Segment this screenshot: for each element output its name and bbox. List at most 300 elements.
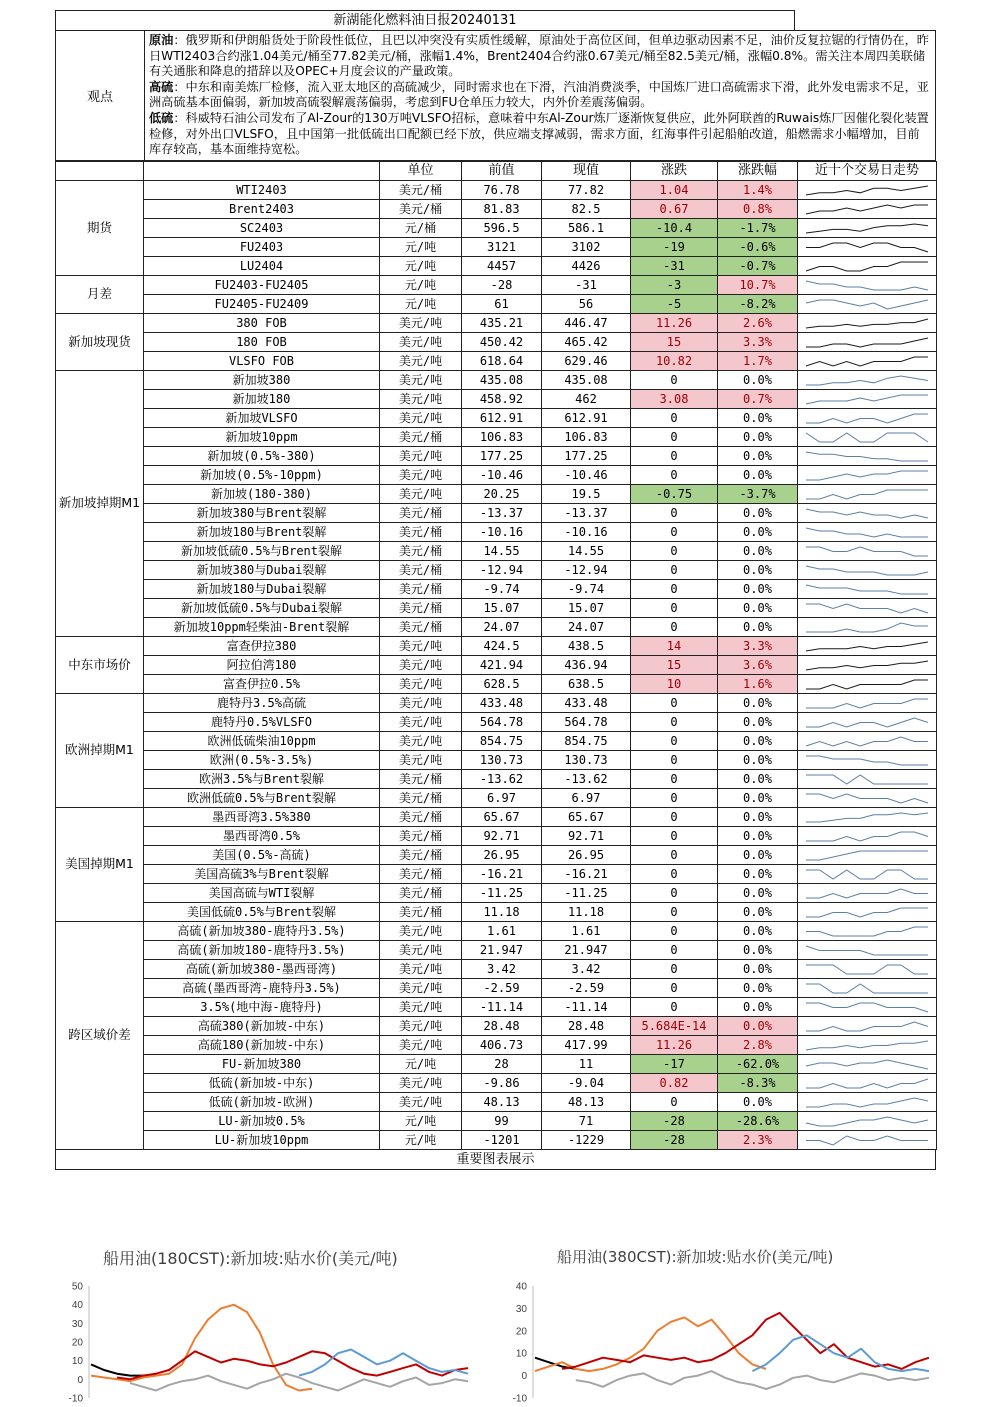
row-name: 380 FOB bbox=[144, 313, 380, 332]
sparkline bbox=[798, 219, 937, 237]
report-sheet bbox=[55, 10, 936, 1170]
row-pct: -28.6% bbox=[718, 1111, 798, 1130]
row-unit: 美元/吨 bbox=[380, 940, 462, 959]
row-unit: 美元/吨 bbox=[380, 446, 462, 465]
row-name: LU-新加坡0.5% bbox=[144, 1111, 380, 1130]
row-unit: 美元/桶 bbox=[380, 902, 462, 921]
row-name: 欧洲低硫0.5%与Brent裂解 bbox=[144, 788, 380, 807]
row-unit: 美元/吨 bbox=[380, 389, 462, 408]
row-unit: 美元/桶 bbox=[380, 617, 462, 636]
sparkline-path bbox=[806, 224, 928, 233]
row-trend bbox=[798, 921, 937, 940]
row-prev: -9.74 bbox=[462, 579, 542, 598]
row-cur: 11.18 bbox=[542, 902, 631, 921]
row-trend bbox=[798, 1092, 937, 1111]
row-unit: 美元/桶 bbox=[380, 864, 462, 883]
row-chg: -3 bbox=[631, 275, 718, 294]
sparkline-path bbox=[806, 566, 928, 575]
sparkline bbox=[798, 409, 937, 427]
sparkline-path bbox=[806, 490, 928, 499]
table-row bbox=[56, 674, 937, 693]
row-trend bbox=[798, 332, 937, 351]
sparkline-path bbox=[806, 1136, 928, 1145]
row-name: 欧洲低硫柴油10ppm bbox=[144, 731, 380, 750]
row-chg: 0 bbox=[631, 370, 718, 389]
row-name: 美国高硫3%与Brent裂解 bbox=[144, 864, 380, 883]
series-line bbox=[130, 1374, 468, 1391]
table-row bbox=[56, 237, 937, 256]
row-name: 新加坡10ppm轻柴油-Brent裂解 bbox=[144, 617, 380, 636]
row-cur: 1.61 bbox=[542, 921, 631, 940]
table-row bbox=[56, 712, 937, 731]
table-row bbox=[56, 522, 937, 541]
row-cur: -9.04 bbox=[542, 1073, 631, 1092]
sparkline-path bbox=[806, 414, 928, 423]
sparkline-path bbox=[806, 281, 928, 290]
row-cur: -2.59 bbox=[542, 978, 631, 997]
category-label: 新加坡现货 bbox=[56, 313, 144, 370]
row-pct: 0.0% bbox=[718, 370, 798, 389]
row-cur: 417.99 bbox=[542, 1035, 631, 1054]
row-chg: 0 bbox=[631, 579, 718, 598]
row-trend bbox=[798, 465, 937, 484]
y-tick-label: 0 bbox=[521, 1371, 527, 1383]
row-prev: 61 bbox=[462, 294, 542, 313]
row-unit: 美元/桶 bbox=[380, 807, 462, 826]
row-name: 新加坡(180-380) bbox=[144, 484, 380, 503]
charts-heading: 重要图表展示 bbox=[55, 1150, 936, 1170]
row-prev: 21.947 bbox=[462, 940, 542, 959]
table-row bbox=[56, 826, 937, 845]
row-trend bbox=[798, 427, 937, 446]
row-name: 高硫(新加坡380-墨西哥湾) bbox=[144, 959, 380, 978]
row-pct: 0.0% bbox=[718, 978, 798, 997]
sparkline bbox=[798, 865, 937, 883]
row-unit: 美元/桶 bbox=[380, 826, 462, 845]
charts-area bbox=[55, 1238, 936, 1403]
table-row bbox=[56, 940, 937, 959]
sparkline bbox=[798, 295, 937, 313]
row-name: 美国低硫0.5%与Brent裂解 bbox=[144, 902, 380, 921]
row-chg: 0 bbox=[631, 997, 718, 1016]
y-tick-label: -10 bbox=[68, 1393, 83, 1403]
row-trend bbox=[798, 1073, 937, 1092]
row-pct: 0.8% bbox=[718, 199, 798, 218]
row-prev: 4457 bbox=[462, 256, 542, 275]
view-paragraph-crude bbox=[149, 33, 931, 80]
row-prev: 854.75 bbox=[462, 731, 542, 750]
sparkline-path bbox=[806, 1003, 928, 1012]
row-unit: 元/吨 bbox=[380, 237, 462, 256]
row-unit: 元/吨 bbox=[380, 256, 462, 275]
sparkline bbox=[798, 884, 937, 902]
row-prev: 1.61 bbox=[462, 921, 542, 940]
row-prev: -10.16 bbox=[462, 522, 542, 541]
row-pct: -62.0% bbox=[718, 1054, 798, 1073]
sparkline-path bbox=[806, 832, 928, 841]
row-chg: 0 bbox=[631, 959, 718, 978]
row-chg: -0.75 bbox=[631, 484, 718, 503]
row-pct: 0.0% bbox=[718, 560, 798, 579]
row-name: 新加坡380与Brent裂解 bbox=[144, 503, 380, 522]
row-prev: 20.25 bbox=[462, 484, 542, 503]
sparkline-path bbox=[806, 870, 928, 879]
row-pct: 0.0% bbox=[718, 750, 798, 769]
row-pct: 10.7% bbox=[718, 275, 798, 294]
sparkline bbox=[798, 1093, 937, 1111]
report-title: 新湖能化燃料油日报20240131 bbox=[55, 10, 795, 30]
sparkline bbox=[798, 1017, 937, 1035]
sparkline bbox=[798, 770, 937, 788]
header-blank bbox=[56, 161, 144, 180]
row-cur: -13.62 bbox=[542, 769, 631, 788]
row-trend bbox=[798, 522, 937, 541]
row-cur: 28.48 bbox=[542, 1016, 631, 1035]
category-label: 美国掉期M1 bbox=[56, 807, 144, 921]
sparkline bbox=[798, 599, 937, 617]
row-pct: 0.0% bbox=[718, 826, 798, 845]
sparkline-path bbox=[806, 813, 928, 822]
table-row bbox=[56, 1073, 937, 1092]
row-name: 低硫(新加坡-欧洲) bbox=[144, 1092, 380, 1111]
row-unit: 美元/吨 bbox=[380, 1016, 462, 1035]
row-trend bbox=[798, 180, 937, 199]
row-pct: 0.0% bbox=[718, 769, 798, 788]
row-name: 新加坡180与Dubai裂解 bbox=[144, 579, 380, 598]
row-trend bbox=[798, 674, 937, 693]
row-unit: 美元/桶 bbox=[380, 522, 462, 541]
chart-title: 船用油(380CST):新加坡:贴水价(美元/吨) bbox=[557, 1248, 834, 1266]
table-row bbox=[56, 997, 937, 1016]
row-prev: 421.94 bbox=[462, 655, 542, 674]
row-pct: 0.0% bbox=[718, 712, 798, 731]
row-unit: 美元/吨 bbox=[380, 1092, 462, 1111]
row-prev: -28 bbox=[462, 275, 542, 294]
row-chg: 0 bbox=[631, 826, 718, 845]
row-cur: 19.5 bbox=[542, 484, 631, 503]
table-row bbox=[56, 484, 937, 503]
row-pct: 0.0% bbox=[718, 579, 798, 598]
row-trend bbox=[798, 1130, 937, 1149]
row-prev: 81.83 bbox=[462, 199, 542, 218]
row-trend bbox=[798, 978, 937, 997]
table-header-row bbox=[56, 161, 937, 180]
row-name: 欧洲3.5%与Brent裂解 bbox=[144, 769, 380, 788]
chart-380cst bbox=[505, 1238, 936, 1403]
row-chg: 3.08 bbox=[631, 389, 718, 408]
row-prev: -9.86 bbox=[462, 1073, 542, 1092]
row-cur: 446.47 bbox=[542, 313, 631, 332]
row-chg: 15 bbox=[631, 655, 718, 674]
row-chg: 5.684E-14 bbox=[631, 1016, 718, 1035]
table-row bbox=[56, 1130, 937, 1149]
row-name: 美国(0.5%-高硫) bbox=[144, 845, 380, 864]
table-row bbox=[56, 275, 937, 294]
sparkline-path bbox=[806, 1060, 928, 1069]
sparkline-path bbox=[806, 775, 928, 784]
sparkline bbox=[798, 314, 937, 332]
row-pct: 1.4% bbox=[718, 180, 798, 199]
row-trend bbox=[798, 1111, 937, 1130]
table-row bbox=[56, 864, 937, 883]
table-row bbox=[56, 788, 937, 807]
sparkline-path bbox=[806, 1098, 928, 1107]
sparkline bbox=[798, 637, 937, 655]
row-pct: 2.3% bbox=[718, 1130, 798, 1149]
view-body: ：科威特石油公司发布了Al-Zour的130万吨VLSFO招标，意味着中东Al-Zour炼厂逐渐恢复供应，此外阿联酋的Ruwais炼厂因催化裂化装置检修，对外出口VLSFO，且中国第一批低硫出口配额已经下放，供应端支撑减弱，需求方面，红海事件引起船舶改道，船燃需求小幅增加，目前库存较高，基本面维持宽松。 bbox=[149, 110, 929, 157]
row-chg: 0.67 bbox=[631, 199, 718, 218]
view-section bbox=[55, 30, 936, 161]
table-row bbox=[56, 256, 937, 275]
row-prev: -16.21 bbox=[462, 864, 542, 883]
sparkline-path bbox=[806, 1022, 928, 1031]
row-trend bbox=[798, 598, 937, 617]
row-trend bbox=[798, 693, 937, 712]
row-cur: 4426 bbox=[542, 256, 631, 275]
table-row bbox=[56, 978, 937, 997]
row-pct: 0.0% bbox=[718, 522, 798, 541]
row-prev: 564.78 bbox=[462, 712, 542, 731]
row-prev: 628.5 bbox=[462, 674, 542, 693]
table-row bbox=[56, 598, 937, 617]
row-prev: 450.42 bbox=[462, 332, 542, 351]
row-chg: 0 bbox=[631, 940, 718, 959]
sparkline bbox=[798, 789, 937, 807]
table-row bbox=[56, 1092, 937, 1111]
table-row bbox=[56, 807, 937, 826]
row-trend bbox=[798, 351, 937, 370]
row-name: 新加坡低硫0.5%与Dubai裂解 bbox=[144, 598, 380, 617]
table-row bbox=[56, 218, 937, 237]
row-pct: 0.0% bbox=[718, 883, 798, 902]
row-unit: 美元/吨 bbox=[380, 332, 462, 351]
row-trend bbox=[798, 959, 937, 978]
sparkline-path bbox=[806, 547, 928, 556]
row-name: 阿拉伯湾180 bbox=[144, 655, 380, 674]
row-unit: 美元/吨 bbox=[380, 1073, 462, 1092]
sparkline bbox=[798, 485, 937, 503]
sparkline-path bbox=[806, 642, 928, 651]
series-line bbox=[535, 1317, 766, 1371]
row-name: 新加坡380与Dubai裂解 bbox=[144, 560, 380, 579]
table-row bbox=[56, 199, 937, 218]
row-name: 新加坡(0.5%-380) bbox=[144, 446, 380, 465]
sparkline-path bbox=[806, 965, 928, 974]
row-prev: 106.83 bbox=[462, 427, 542, 446]
row-prev: 435.08 bbox=[462, 370, 542, 389]
sparkline-path bbox=[806, 604, 928, 613]
view-head: 高硫 bbox=[149, 79, 174, 94]
sparkline bbox=[798, 675, 937, 693]
row-prev: 3121 bbox=[462, 237, 542, 256]
header-prev: 前值 bbox=[462, 161, 542, 180]
row-prev: -13.37 bbox=[462, 503, 542, 522]
table-row bbox=[56, 446, 937, 465]
row-cur: -31 bbox=[542, 275, 631, 294]
row-cur: 24.07 bbox=[542, 617, 631, 636]
row-chg: -28 bbox=[631, 1130, 718, 1149]
row-name: 新加坡(0.5%-10ppm) bbox=[144, 465, 380, 484]
sparkline-path bbox=[806, 851, 928, 860]
row-cur: 82.5 bbox=[542, 199, 631, 218]
sparkline-path bbox=[806, 338, 928, 347]
row-unit: 美元/吨 bbox=[380, 674, 462, 693]
table-row bbox=[56, 959, 937, 978]
sparkline bbox=[798, 371, 937, 389]
row-cur: -16.21 bbox=[542, 864, 631, 883]
sparkline-path bbox=[806, 452, 928, 461]
row-unit: 美元/吨 bbox=[380, 978, 462, 997]
sparkline-path bbox=[806, 186, 928, 195]
row-pct: 0.0% bbox=[718, 598, 798, 617]
row-cur: -1229 bbox=[542, 1130, 631, 1149]
sparkline bbox=[798, 561, 937, 579]
row-name: FU-新加坡380 bbox=[144, 1054, 380, 1073]
table-row bbox=[56, 1111, 937, 1130]
row-pct: 0.0% bbox=[718, 503, 798, 522]
row-pct: -0.7% bbox=[718, 256, 798, 275]
row-name: WTI2403 bbox=[144, 180, 380, 199]
row-cur: -10.16 bbox=[542, 522, 631, 541]
row-pct: 0.0% bbox=[718, 959, 798, 978]
row-prev: -11.14 bbox=[462, 997, 542, 1016]
row-cur: 15.07 bbox=[542, 598, 631, 617]
table-row bbox=[56, 693, 937, 712]
row-name: Brent2403 bbox=[144, 199, 380, 218]
row-name: 180 FOB bbox=[144, 332, 380, 351]
row-name: LU-新加坡10ppm bbox=[144, 1130, 380, 1149]
sparkline bbox=[798, 1036, 937, 1054]
row-name: 高硫(新加坡180-鹿特丹3.5%) bbox=[144, 940, 380, 959]
table-row bbox=[56, 579, 937, 598]
row-cur: 56 bbox=[542, 294, 631, 313]
view-head: 低硫 bbox=[149, 110, 174, 125]
y-tick-label: -10 bbox=[512, 1393, 527, 1403]
row-pct: -8.2% bbox=[718, 294, 798, 313]
sparkline-path bbox=[806, 946, 928, 955]
sparkline-path bbox=[806, 205, 928, 214]
row-chg: 10.82 bbox=[631, 351, 718, 370]
row-cur: -10.46 bbox=[542, 465, 631, 484]
sparkline-path bbox=[806, 528, 928, 537]
row-pct: 0.0% bbox=[718, 807, 798, 826]
row-pct: 0.0% bbox=[718, 845, 798, 864]
series-line bbox=[91, 1364, 143, 1375]
table-row bbox=[56, 465, 937, 484]
row-chg: 0 bbox=[631, 712, 718, 731]
row-cur: 71 bbox=[542, 1111, 631, 1130]
sparkline bbox=[798, 352, 937, 370]
row-name: FU2405-FU2409 bbox=[144, 294, 380, 313]
row-unit: 美元/吨 bbox=[380, 959, 462, 978]
sparkline-path bbox=[806, 737, 928, 746]
table-row bbox=[56, 636, 937, 655]
row-pct: 0.0% bbox=[718, 408, 798, 427]
sparkline bbox=[798, 960, 937, 978]
sparkline-path bbox=[806, 357, 928, 366]
category-label: 期货 bbox=[56, 180, 144, 275]
sparkline bbox=[798, 447, 937, 465]
row-prev: 177.25 bbox=[462, 446, 542, 465]
y-tick-label: 10 bbox=[515, 1348, 527, 1360]
row-trend bbox=[798, 237, 937, 256]
row-chg: 0 bbox=[631, 598, 718, 617]
sparkline bbox=[798, 808, 937, 826]
row-unit: 美元/桶 bbox=[380, 199, 462, 218]
table-row bbox=[56, 541, 937, 560]
row-chg: 0 bbox=[631, 902, 718, 921]
row-trend bbox=[798, 636, 937, 655]
row-unit: 美元/桶 bbox=[380, 541, 462, 560]
row-pct: 0.0% bbox=[718, 617, 798, 636]
row-chg: 0 bbox=[631, 541, 718, 560]
sparkline-path bbox=[806, 300, 928, 309]
row-name: 墨西哥湾0.5% bbox=[144, 826, 380, 845]
row-name: 鹿特丹0.5%VLSFO bbox=[144, 712, 380, 731]
price-table bbox=[55, 161, 937, 1150]
row-cur: -9.74 bbox=[542, 579, 631, 598]
row-unit: 元/吨 bbox=[380, 275, 462, 294]
sparkline bbox=[798, 846, 937, 864]
row-trend bbox=[798, 389, 937, 408]
row-prev: 28.48 bbox=[462, 1016, 542, 1035]
row-prev: 99 bbox=[462, 1111, 542, 1130]
table-row bbox=[56, 655, 937, 674]
row-trend bbox=[798, 750, 937, 769]
row-name: 富查伊拉380 bbox=[144, 636, 380, 655]
row-prev: 130.73 bbox=[462, 750, 542, 769]
table-row bbox=[56, 769, 937, 788]
row-unit: 美元/桶 bbox=[380, 788, 462, 807]
row-cur: 26.95 bbox=[542, 845, 631, 864]
row-name: 新加坡低硫0.5%与Brent裂解 bbox=[144, 541, 380, 560]
row-trend bbox=[798, 997, 937, 1016]
row-unit: 美元/桶 bbox=[380, 769, 462, 788]
y-tick-label: 10 bbox=[71, 1356, 83, 1368]
row-prev: 458.92 bbox=[462, 389, 542, 408]
row-chg: 1.04 bbox=[631, 180, 718, 199]
sparkline-path bbox=[806, 1041, 928, 1050]
sparkline-path bbox=[806, 395, 928, 404]
row-chg: 10 bbox=[631, 674, 718, 693]
row-trend bbox=[798, 256, 937, 275]
row-pct: 2.6% bbox=[718, 313, 798, 332]
table-row bbox=[56, 617, 937, 636]
row-chg: 0 bbox=[631, 617, 718, 636]
row-pct: 0.0% bbox=[718, 864, 798, 883]
row-trend bbox=[798, 199, 937, 218]
sparkline-path bbox=[806, 262, 928, 271]
row-unit: 美元/吨 bbox=[380, 1035, 462, 1054]
table-row bbox=[56, 845, 937, 864]
header-unit: 单位 bbox=[380, 161, 462, 180]
row-name: 3.5%(地中海-鹿特丹) bbox=[144, 997, 380, 1016]
row-cur: 629.46 bbox=[542, 351, 631, 370]
row-cur: 586.1 bbox=[542, 218, 631, 237]
row-name: 高硫(新加坡380-鹿特丹3.5%) bbox=[144, 921, 380, 940]
row-prev: -2.59 bbox=[462, 978, 542, 997]
y-tick-label: 30 bbox=[515, 1303, 527, 1315]
row-trend bbox=[798, 218, 937, 237]
row-pct: 0.0% bbox=[718, 446, 798, 465]
row-pct: 0.0% bbox=[718, 940, 798, 959]
row-cur: 11 bbox=[542, 1054, 631, 1073]
row-trend bbox=[798, 1016, 937, 1035]
sparkline bbox=[798, 200, 937, 218]
row-prev: 76.78 bbox=[462, 180, 542, 199]
row-chg: -17 bbox=[631, 1054, 718, 1073]
row-prev: -13.62 bbox=[462, 769, 542, 788]
